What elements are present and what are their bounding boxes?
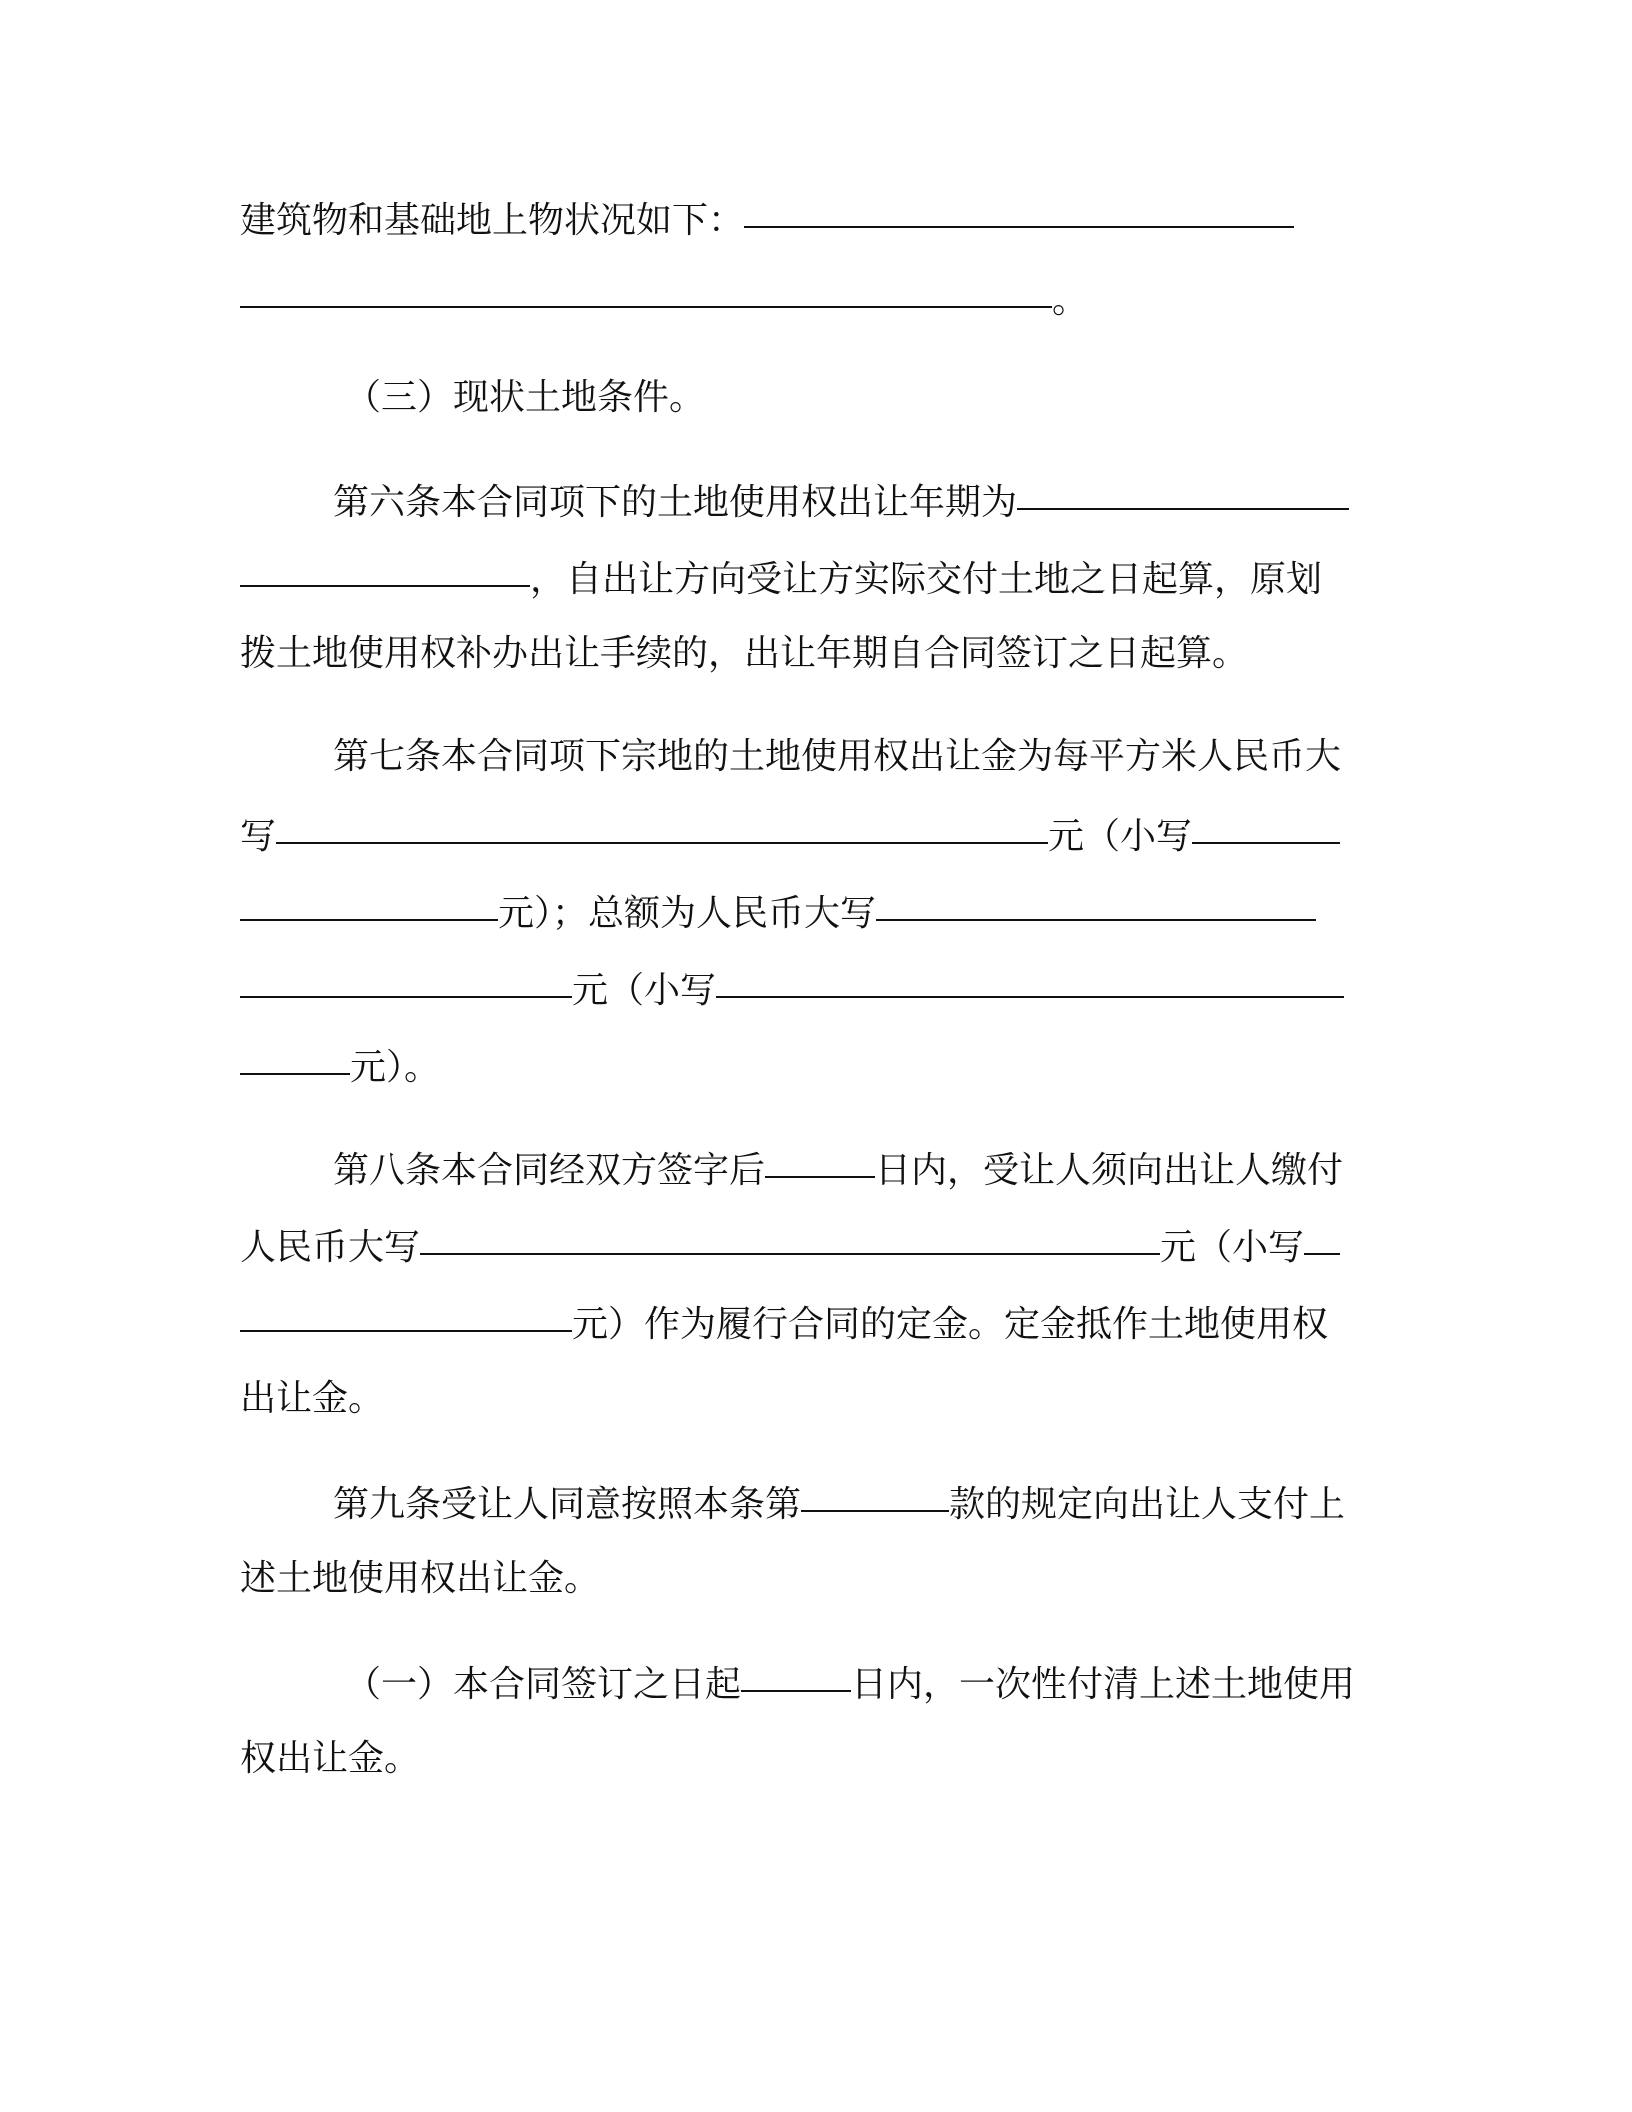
line-buildings-cont (240, 276, 1088, 320)
text-segment: 元（小写 (1048, 816, 1193, 857)
fill-blank (741, 1656, 851, 1692)
text-segment: 。 (1052, 280, 1089, 321)
line-article-six-end (240, 632, 1248, 676)
line-article-eight-end (240, 1377, 384, 1421)
text-segment: 第九条受让人同意按照本条第 (333, 1484, 802, 1525)
text-segment: 权出让金。 (240, 1738, 421, 1779)
text-segment: 第六条本合同项下的土地使用权出让年期为 (333, 482, 1018, 523)
fill-blank (240, 1039, 350, 1075)
text-segment: 第七条本合同项下宗地的土地使用权出让金为每平方米人民币大 (333, 736, 1342, 777)
text-segment: 日内，受让人须向出让人缴付 (875, 1150, 1344, 1191)
text-segment: 人民币大写 (240, 1227, 421, 1268)
fill-blank (876, 885, 1316, 921)
text-segment: （一）本合同签订之日起 (345, 1664, 742, 1705)
text-segment: 建筑物和基础地上物状况如下： (240, 200, 745, 241)
fill-blank (1017, 474, 1349, 510)
text-segment: （三）现状土地条件。 (345, 377, 706, 418)
fill-blank (276, 808, 1048, 844)
line-clause-one-end (240, 1737, 420, 1781)
fill-blank (240, 272, 1052, 308)
fill-blank (1192, 808, 1340, 844)
text-segment: 元）作为履行合同的定金。定金抵作土地使用权 (572, 1304, 1329, 1345)
line-section-three (345, 376, 705, 420)
line-article-seven-end (240, 1043, 440, 1087)
line-article-eight-cont (240, 1223, 1340, 1267)
line-article-seven (333, 735, 1341, 779)
text-segment: 元（小写 (572, 970, 717, 1011)
text-segment: 款的规定向出让人支付上 (949, 1484, 1346, 1525)
text-segment: 元（小写 (1160, 1227, 1305, 1268)
line-article-six-cont (240, 555, 1322, 599)
line-article-eight (333, 1146, 1343, 1190)
line-article-seven-total (240, 889, 1316, 933)
line-buildings (240, 196, 1294, 240)
line-article-nine-end (240, 1557, 600, 1601)
text-segment: 写 (240, 816, 277, 857)
fill-blank (716, 962, 1344, 998)
fill-blank (240, 885, 498, 921)
text-segment: 日内，一次性付清上述土地使用 (851, 1664, 1356, 1705)
line-article-eight-deposit (240, 1300, 1328, 1344)
fill-blank (744, 192, 1294, 228)
line-article-six (333, 478, 1349, 522)
fill-blank (240, 551, 530, 587)
fill-blank (801, 1476, 949, 1512)
line-clause-one (345, 1660, 1355, 1704)
fill-blank (765, 1142, 875, 1178)
line-article-nine (333, 1480, 1345, 1524)
text-segment: 元）。 (350, 1047, 441, 1088)
line-article-seven-small (240, 966, 1344, 1010)
line-article-seven-cont (240, 812, 1340, 856)
fill-blank (1304, 1219, 1340, 1255)
text-segment: 拨土地使用权补办出让手续的，出让年期自合同签订之日起算。 (240, 633, 1249, 674)
fill-blank (240, 962, 572, 998)
text-segment: ，自出让方向受让方实际交付土地之日起算，原划 (530, 559, 1323, 600)
text-segment: 出让金。 (240, 1378, 385, 1419)
text-segment: 元）；总额为人民币大写 (498, 893, 877, 934)
fill-blank (420, 1219, 1160, 1255)
fill-blank (240, 1296, 572, 1332)
text-segment: 述土地使用权出让金。 (240, 1558, 601, 1599)
text-segment: 第八条本合同经双方签字后 (333, 1150, 766, 1191)
